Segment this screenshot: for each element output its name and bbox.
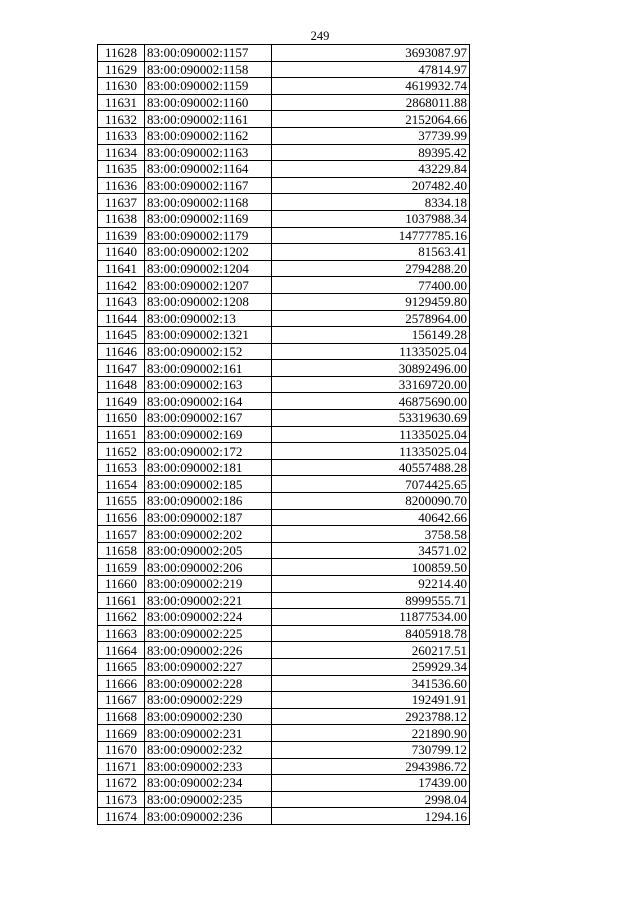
table-row	[98, 426, 470, 443]
row-number-cell: 11643	[98, 293, 145, 310]
row-number-cell: 11665	[98, 658, 145, 675]
value-cell: 221890.90	[272, 725, 470, 742]
row-number-cell: 11648	[98, 376, 145, 393]
row-number-cell: 11633	[98, 127, 145, 144]
data-table	[97, 44, 470, 825]
table-row	[98, 443, 470, 460]
cadastral-number-cell: 83:00:090002:1321	[145, 327, 272, 344]
value-cell: 30892496.00	[272, 360, 470, 377]
cadastral-number-cell: 83:00:090002:206	[145, 559, 272, 576]
row-number-cell: 11658	[98, 542, 145, 559]
row-number-cell: 11654	[98, 476, 145, 493]
cadastral-number-cell: 83:00:090002:187	[145, 509, 272, 526]
cadastral-number-cell: 83:00:090002:227	[145, 658, 272, 675]
cadastral-number-cell: 83:00:090002:169	[145, 426, 272, 443]
table-row	[98, 775, 470, 792]
row-number-cell: 11671	[98, 758, 145, 775]
value-cell: 47814.97	[272, 61, 470, 78]
value-cell: 2943986.72	[272, 758, 470, 775]
row-number-cell: 11669	[98, 725, 145, 742]
value-cell: 3758.58	[272, 526, 470, 543]
value-cell: 259929.34	[272, 658, 470, 675]
row-number-cell: 11634	[98, 144, 145, 161]
value-cell: 2152064.66	[272, 111, 470, 128]
row-number-cell: 11672	[98, 775, 145, 792]
row-number-cell: 11662	[98, 609, 145, 626]
row-number-cell: 11650	[98, 410, 145, 427]
table-row	[98, 293, 470, 310]
table-row	[98, 78, 470, 95]
cadastral-number-cell: 83:00:090002:1207	[145, 277, 272, 294]
row-number-cell: 11660	[98, 576, 145, 593]
cadastral-number-cell: 83:00:090002:161	[145, 360, 272, 377]
value-cell: 40642.66	[272, 509, 470, 526]
table-row	[98, 244, 470, 261]
cadastral-number-cell: 83:00:090002:163	[145, 376, 272, 393]
cadastral-number-cell: 83:00:090002:225	[145, 625, 272, 642]
value-cell: 100859.50	[272, 559, 470, 576]
value-cell: 7074425.65	[272, 476, 470, 493]
cadastral-number-cell: 83:00:090002:233	[145, 758, 272, 775]
cadastral-number-cell: 83:00:090002:226	[145, 642, 272, 659]
value-cell: 34571.02	[272, 542, 470, 559]
table-row	[98, 708, 470, 725]
value-cell: 17439.00	[272, 775, 470, 792]
table-row	[98, 576, 470, 593]
value-cell: 192491.91	[272, 692, 470, 709]
cadastral-number-cell: 83:00:090002:232	[145, 741, 272, 758]
table-row	[98, 45, 470, 62]
row-number-cell: 11667	[98, 692, 145, 709]
value-cell: 33169720.00	[272, 376, 470, 393]
value-cell: 92214.40	[272, 576, 470, 593]
value-cell: 8200090.70	[272, 493, 470, 510]
value-cell: 2923788.12	[272, 708, 470, 725]
table-row	[98, 376, 470, 393]
row-number-cell: 11657	[98, 526, 145, 543]
table-row	[98, 94, 470, 111]
row-number-cell: 11664	[98, 642, 145, 659]
table-row	[98, 360, 470, 377]
cadastral-number-cell: 83:00:090002:1162	[145, 127, 272, 144]
row-number-cell: 11652	[98, 443, 145, 460]
row-number-cell: 11638	[98, 210, 145, 227]
row-number-cell: 11668	[98, 708, 145, 725]
cadastral-number-cell: 83:00:090002:1157	[145, 45, 272, 62]
cadastral-number-cell: 83:00:090002:235	[145, 791, 272, 808]
cadastral-number-cell: 83:00:090002:1163	[145, 144, 272, 161]
row-number-cell: 11635	[98, 161, 145, 178]
table-row	[98, 277, 470, 294]
cadastral-number-cell: 83:00:090002:228	[145, 675, 272, 692]
table-row	[98, 592, 470, 609]
cadastral-number-cell: 83:00:090002:221	[145, 592, 272, 609]
cadastral-number-cell: 83:00:090002:231	[145, 725, 272, 742]
row-number-cell: 11630	[98, 78, 145, 95]
value-cell: 156149.28	[272, 327, 470, 344]
row-number-cell: 11629	[98, 61, 145, 78]
table-row	[98, 310, 470, 327]
cadastral-number-cell: 83:00:090002:1208	[145, 293, 272, 310]
row-number-cell: 11666	[98, 675, 145, 692]
row-number-cell: 11646	[98, 343, 145, 360]
cadastral-number-cell: 83:00:090002:1179	[145, 227, 272, 244]
table-row	[98, 509, 470, 526]
table-row	[98, 758, 470, 775]
value-cell: 9129459.80	[272, 293, 470, 310]
table-body	[98, 45, 470, 825]
value-cell: 8405918.78	[272, 625, 470, 642]
cadastral-number-cell: 83:00:090002:1169	[145, 210, 272, 227]
value-cell: 2868011.88	[272, 94, 470, 111]
cadastral-number-cell: 83:00:090002:229	[145, 692, 272, 709]
value-cell: 260217.51	[272, 642, 470, 659]
table-row	[98, 393, 470, 410]
cadastral-number-cell: 83:00:090002:1164	[145, 161, 272, 178]
cadastral-number-cell: 83:00:090002:1161	[145, 111, 272, 128]
value-cell: 11335025.04	[272, 426, 470, 443]
value-cell: 40557488.28	[272, 459, 470, 476]
row-number-cell: 11655	[98, 493, 145, 510]
cadastral-number-cell: 83:00:090002:181	[145, 459, 272, 476]
row-number-cell: 11631	[98, 94, 145, 111]
row-number-cell: 11647	[98, 360, 145, 377]
cadastral-number-cell: 83:00:090002:202	[145, 526, 272, 543]
cadastral-number-cell: 83:00:090002:152	[145, 343, 272, 360]
cadastral-number-cell: 83:00:090002:172	[145, 443, 272, 460]
row-number-cell: 11649	[98, 393, 145, 410]
row-number-cell: 11628	[98, 45, 145, 62]
table-row	[98, 476, 470, 493]
row-number-cell: 11645	[98, 327, 145, 344]
cadastral-number-cell: 83:00:090002:1168	[145, 194, 272, 211]
page-number: 249	[310, 29, 330, 43]
row-number-cell: 11636	[98, 177, 145, 194]
value-cell: 341536.60	[272, 675, 470, 692]
cadastral-number-cell: 83:00:090002:1167	[145, 177, 272, 194]
table-row	[98, 194, 470, 211]
cadastral-number-cell: 83:00:090002:236	[145, 808, 272, 825]
value-cell: 2794288.20	[272, 260, 470, 277]
row-number-cell: 11641	[98, 260, 145, 277]
row-number-cell: 11674	[98, 808, 145, 825]
value-cell: 207482.40	[272, 177, 470, 194]
table-row	[98, 210, 470, 227]
cadastral-number-cell: 83:00:090002:230	[145, 708, 272, 725]
row-number-cell: 11644	[98, 310, 145, 327]
cadastral-number-cell: 83:00:090002:1159	[145, 78, 272, 95]
cadastral-number-cell: 83:00:090002:205	[145, 542, 272, 559]
value-cell: 3693087.97	[272, 45, 470, 62]
table-row	[98, 161, 470, 178]
table-row	[98, 227, 470, 244]
table-row	[98, 410, 470, 427]
row-number-cell: 11651	[98, 426, 145, 443]
cadastral-number-cell: 83:00:090002:219	[145, 576, 272, 593]
table-row	[98, 343, 470, 360]
cadastral-number-cell: 83:00:090002:186	[145, 493, 272, 510]
table-row	[98, 493, 470, 510]
value-cell: 8999555.71	[272, 592, 470, 609]
value-cell: 1037988.34	[272, 210, 470, 227]
value-cell: 11335025.04	[272, 443, 470, 460]
value-cell: 11877534.00	[272, 609, 470, 626]
row-number-cell: 11663	[98, 625, 145, 642]
value-cell: 2578964.00	[272, 310, 470, 327]
cadastral-number-cell: 83:00:090002:13	[145, 310, 272, 327]
cadastral-number-cell: 83:00:090002:234	[145, 775, 272, 792]
row-number-cell: 11639	[98, 227, 145, 244]
cadastral-number-cell: 83:00:090002:224	[145, 609, 272, 626]
table-row	[98, 327, 470, 344]
value-cell: 77400.00	[272, 277, 470, 294]
value-cell: 8334.18	[272, 194, 470, 211]
value-cell: 53319630.69	[272, 410, 470, 427]
row-number-cell: 11642	[98, 277, 145, 294]
table-row	[98, 625, 470, 642]
value-cell: 46875690.00	[272, 393, 470, 410]
value-cell: 81563.41	[272, 244, 470, 261]
value-cell: 2998.04	[272, 791, 470, 808]
table-row	[98, 260, 470, 277]
value-cell: 1294.16	[272, 808, 470, 825]
row-number-cell: 11632	[98, 111, 145, 128]
table-row	[98, 808, 470, 825]
row-number-cell: 11637	[98, 194, 145, 211]
table-row	[98, 542, 470, 559]
cadastral-number-cell: 83:00:090002:164	[145, 393, 272, 410]
table-row	[98, 526, 470, 543]
table-row	[98, 675, 470, 692]
row-number-cell: 11661	[98, 592, 145, 609]
table-row	[98, 741, 470, 758]
table-row	[98, 144, 470, 161]
cadastral-number-cell: 83:00:090002:167	[145, 410, 272, 427]
value-cell: 4619932.74	[272, 78, 470, 95]
cadastral-number-cell: 83:00:090002:1204	[145, 260, 272, 277]
table-row	[98, 609, 470, 626]
cadastral-number-cell: 83:00:090002:1202	[145, 244, 272, 261]
row-number-cell: 11673	[98, 791, 145, 808]
row-number-cell: 11656	[98, 509, 145, 526]
value-cell: 730799.12	[272, 741, 470, 758]
table-row	[98, 61, 470, 78]
table-row	[98, 177, 470, 194]
table-row	[98, 791, 470, 808]
table-row	[98, 559, 470, 576]
cadastral-number-cell: 83:00:090002:1158	[145, 61, 272, 78]
row-number-cell: 11653	[98, 459, 145, 476]
row-number-cell: 11640	[98, 244, 145, 261]
table-row	[98, 725, 470, 742]
table-row	[98, 642, 470, 659]
value-cell: 11335025.04	[272, 343, 470, 360]
table-row	[98, 658, 470, 675]
value-cell: 43229.84	[272, 161, 470, 178]
cadastral-number-cell: 83:00:090002:1160	[145, 94, 272, 111]
value-cell: 14777785.16	[272, 227, 470, 244]
value-cell: 37739.99	[272, 127, 470, 144]
table-row	[98, 459, 470, 476]
value-cell: 89395.42	[272, 144, 470, 161]
cadastral-number-cell: 83:00:090002:185	[145, 476, 272, 493]
table-row	[98, 111, 470, 128]
table-row	[98, 127, 470, 144]
table-row	[98, 692, 470, 709]
row-number-cell: 11670	[98, 741, 145, 758]
row-number-cell: 11659	[98, 559, 145, 576]
